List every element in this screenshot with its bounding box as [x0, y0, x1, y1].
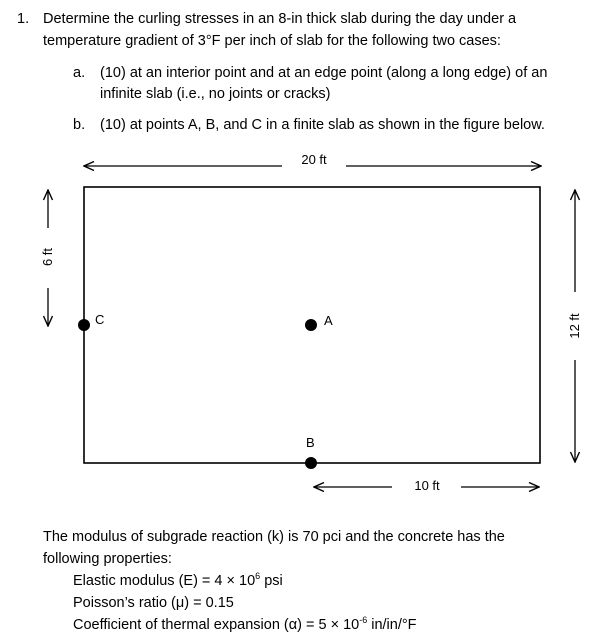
dimension-top-label: 20 ft	[301, 152, 327, 167]
dimension-right	[567, 190, 582, 462]
elastic-modulus-exponent: 6	[255, 571, 261, 581]
point-b-label: B	[306, 435, 315, 450]
part-a-marker: a.	[73, 65, 86, 81]
dimension-right-label: 12 ft	[567, 313, 582, 339]
part-b-line-1: (10) at points A, B, and C in a finite slab as shown in the figure below.	[100, 117, 545, 133]
part-b-marker: b.	[73, 117, 86, 133]
dimension-bottom-label: 10 ft	[414, 478, 440, 493]
problem-line-2: temperature gradient of 3°F per inch of slab for the following two cases:	[43, 33, 501, 49]
point-b-marker	[305, 457, 317, 469]
dimension-bottom	[314, 478, 539, 493]
point-c-label: C	[95, 312, 105, 327]
part-a-line-1: (10) at an interior point and at an edge point (along a long edge) of an	[100, 65, 548, 81]
property-thermal-expansion	[73, 615, 417, 635]
properties-intro-line-2: following properties:	[43, 551, 172, 567]
property-elastic-modulus	[73, 571, 283, 591]
part-a-line-2: infinite slab (i.e., no joints or cracks)	[100, 86, 331, 102]
property-poisson-ratio: Poisson’s ratio (μ) = 0.15	[73, 595, 234, 611]
thermal-expansion-unit: in/in/°F	[367, 617, 417, 633]
dimension-top	[84, 152, 541, 167]
elastic-modulus-text: Elastic modulus (E) = 4 × 10	[73, 573, 256, 589]
thermal-expansion-text: Coefficient of thermal expansion (α) = 5 × 10	[73, 617, 360, 633]
problem-number: 1.	[17, 11, 30, 27]
dimension-left	[40, 190, 55, 326]
thermal-expansion-exponent: -6	[359, 615, 368, 625]
point-c-marker	[78, 319, 90, 331]
elastic-modulus-unit: psi	[260, 573, 283, 589]
properties-intro-line-1: The modulus of subgrade reaction (k) is 70 pci and the concrete has the	[43, 529, 505, 545]
point-a-marker	[305, 319, 317, 331]
problem-line-1: Determine the curling stresses in an 8-in thick slab during the day under a	[43, 11, 517, 27]
point-a-label: A	[324, 313, 333, 328]
dimension-left-label: 6 ft	[40, 247, 55, 267]
